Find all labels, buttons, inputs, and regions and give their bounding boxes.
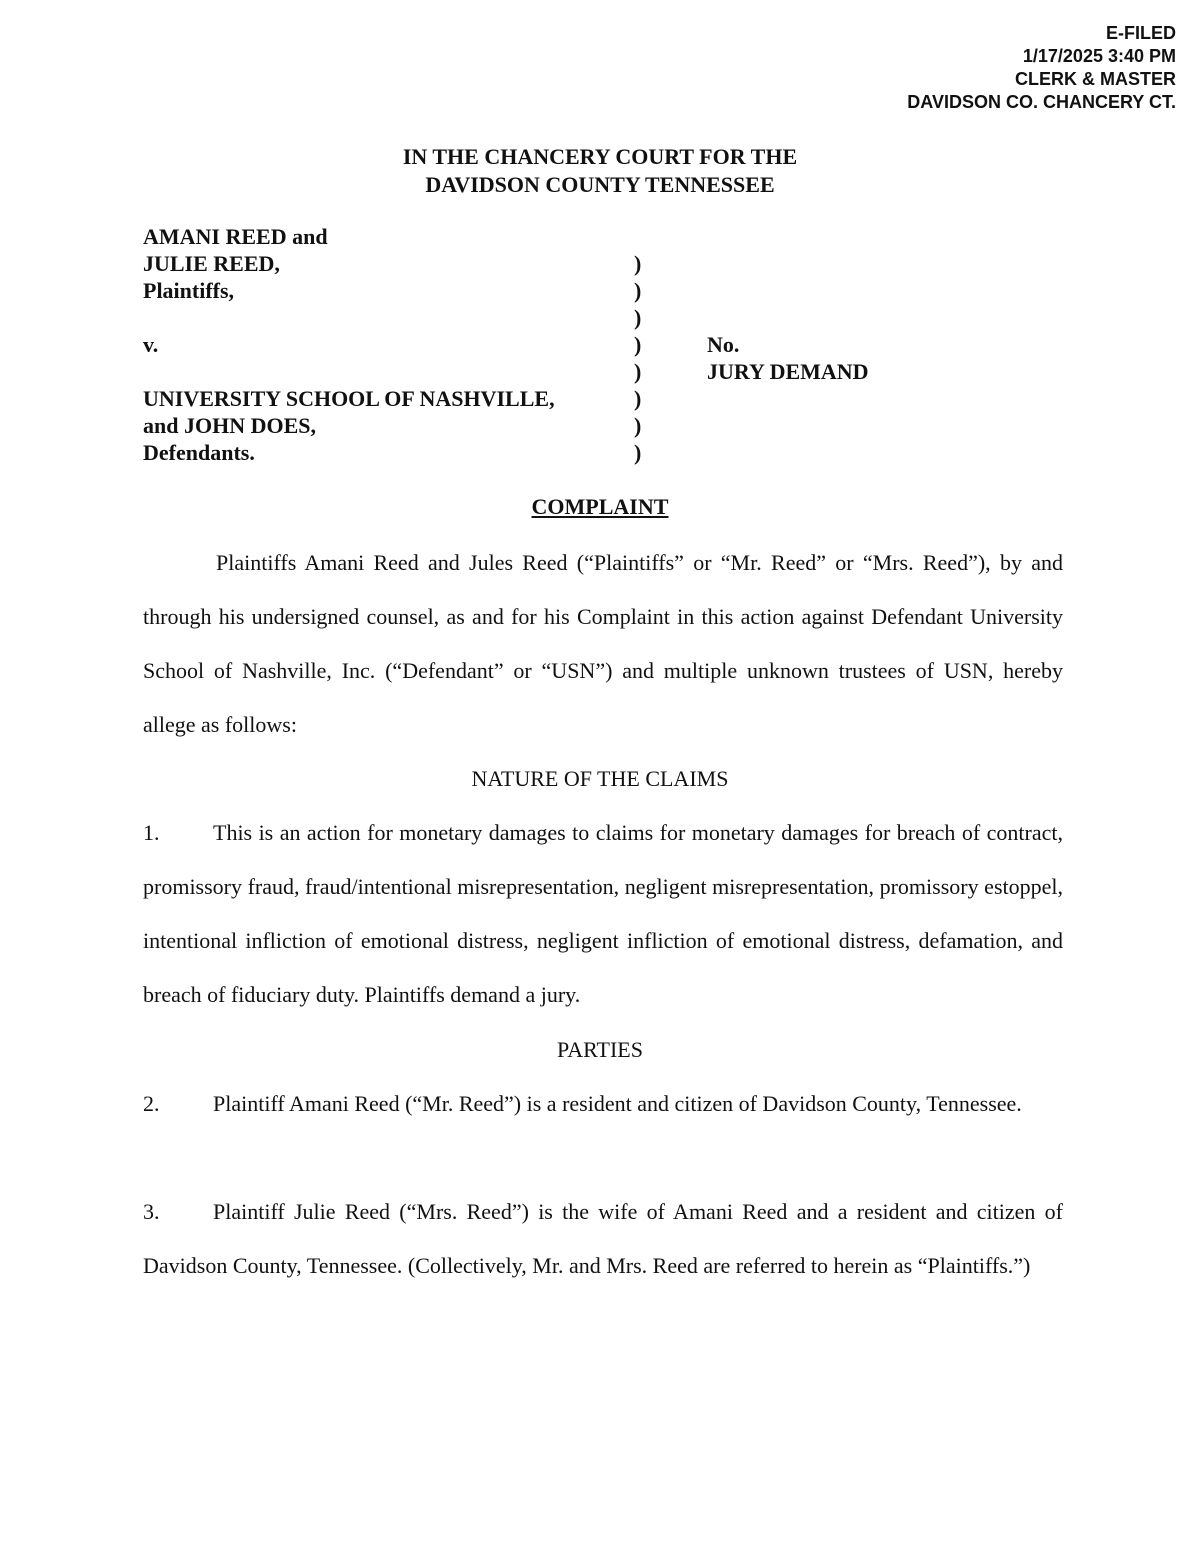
defendant-name-2: and JOHN DOES, — [143, 413, 316, 438]
plaintiff-name-1: AMANI REED and — [143, 224, 328, 249]
stamp-efiled: E-FILED — [1106, 23, 1176, 43]
jury-demand: JURY DEMAND — [707, 359, 869, 384]
case-number: No. — [707, 332, 740, 357]
case-caption-details — [707, 331, 869, 385]
numbered-paragraph — [143, 1077, 1063, 1131]
defendant-role: Defendants. — [143, 440, 255, 465]
stamp-court: DAVIDSON CO. CHANCERY CT. — [907, 92, 1176, 112]
paragraph-number: 2. — [143, 1091, 160, 1116]
defendant-name-1: UNIVERSITY SCHOOL OF NASHVILLE, — [143, 386, 555, 411]
caption-parentheses — [634, 250, 641, 466]
paren: ) — [634, 332, 642, 357]
paren: ) — [634, 386, 642, 411]
paren: ) — [634, 251, 642, 276]
paren: ) — [634, 440, 642, 465]
intro-paragraph: Plaintiffs Amani Reed and Jules Reed (“Plaintiffs” or “Mr. Reed” or “Mrs. Reed”), by and through his undersigned counsel, as and for his Complaint in this action against Defendant University School of Nashville, Inc. (“Defendant” or “USN”) and multiple unknown trustees of USN, hereby allege as follows: — [143, 550, 1063, 737]
section-heading-nature: NATURE OF THE CLAIMS — [471, 766, 729, 791]
stamp-datetime: 1/17/2025 3:40 PM — [1022, 46, 1176, 66]
paragraph-number: 3. — [143, 1199, 160, 1224]
plaintiff-name-2: JULIE REED, — [143, 251, 280, 276]
paragraph-text: Plaintiff Amani Reed (“Mr. Reed”) is a resident and citizen of Davidson County, Tennessee. — [213, 1091, 1022, 1116]
document-title: COMPLAINT — [531, 494, 669, 519]
efiled-stamp — [907, 22, 1176, 114]
section-heading-parties: PARTIES — [557, 1037, 643, 1062]
paragraph-number: 1. — [143, 820, 160, 845]
court-heading — [0, 143, 1200, 199]
stamp-clerk: CLERK & MASTER — [1015, 69, 1176, 89]
case-caption-parties — [143, 223, 555, 466]
paren: ) — [634, 278, 642, 303]
court-heading-line1: IN THE CHANCERY COURT FOR THE — [402, 144, 798, 169]
paragraph-text: This is an action for monetary damages to claims for monetary damages for breach of contract, promissory fraud, fraud/intentional misrepresentation, negligent misrepresentation, promissory estoppel, intentional infliction of emotional distress, negligent infliction of emotional distress, defamation, and breach of fiduciary duty. Plaintiffs demand a jury. — [143, 820, 1063, 1007]
paragraph-text: Plaintiff Julie Reed (“Mrs. Reed”) is the wife of Amani Reed and a resident and citizen of Davidson County, Tennessee. (Collectively, Mr. and Mrs. Reed are referred to herein as “Plaintiffs.”) — [143, 1199, 1063, 1278]
paren: ) — [634, 359, 642, 384]
paren: ) — [634, 305, 642, 330]
paren: ) — [634, 413, 642, 438]
numbered-paragraph — [143, 806, 1063, 1022]
plaintiff-role: Plaintiffs, — [143, 278, 235, 303]
versus: v. — [143, 332, 159, 357]
numbered-paragraph — [143, 1185, 1063, 1293]
court-heading-line2: DAVIDSON COUNTY TENNESSEE — [425, 172, 775, 197]
